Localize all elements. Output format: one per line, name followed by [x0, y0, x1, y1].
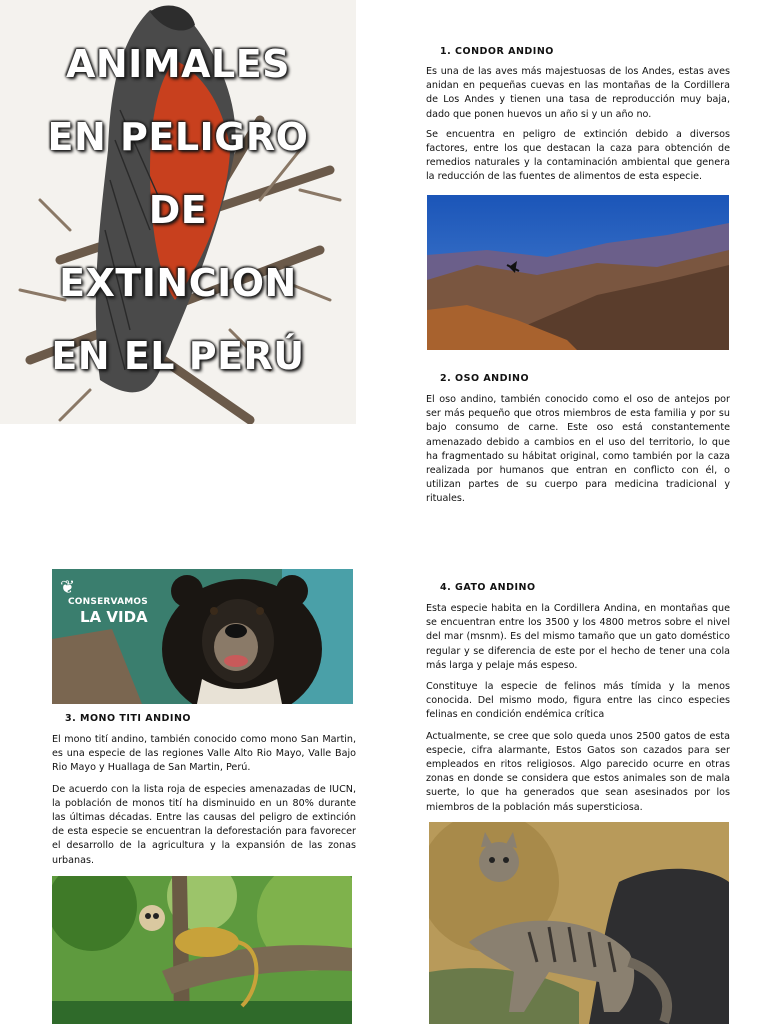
- section-title: 2. OSO ANDINO: [440, 373, 530, 384]
- section-title: 1. CONDOR ANDINO: [440, 46, 554, 57]
- cat-photo: [429, 822, 729, 1024]
- monkey-photo: [52, 876, 352, 1024]
- leaf-icon: ❦: [60, 577, 76, 598]
- condor-photo: [427, 195, 729, 350]
- cover-title-line: DE: [148, 188, 208, 232]
- section-title: 3. MONO TITI ANDINO: [65, 713, 191, 724]
- paragraph: Actualmente, se cree que solo queda unos 2500 gatos de esta especie, cifra alarmante, Estos Gatos son cazados para ser empleados en ritos religiosos. Algo parecido ocurre en otras zonas en donde se considera que estos animales son de mala suerte, lo que ha generados que sean asesinados por los miembros de la población más supersticiosa.: [426, 730, 730, 813]
- paragraph: Esta especie habita en la Cordillera Andina, en montañas que se encuentran entre los 3500 y los 4800 metros sobre el nivel del mar (msnm). Es del mismo tamaño que un gato doméstico regular y se diferencia de este por el hecho de tener una cola más larga y pelaje más espeso.: [426, 603, 730, 671]
- cover-title-line: EN PELIGRO: [47, 115, 309, 159]
- paragraph: Es una de las aves más majestuosas de los Andes, estas aves anidan en pequeñas cuevas en las montañas de la Cordillera de Los Andes y tienen una tasa de reproducción muy baja, dado que ponen huevos un año si y un año no.: [426, 66, 730, 120]
- cover-image: [0, 0, 356, 424]
- badge-top-text: CONSERVAMOS: [68, 597, 148, 607]
- cover-title: [0, 28, 356, 393]
- section-title: 4. GATO ANDINO: [440, 582, 536, 593]
- bear-photo: [52, 569, 353, 704]
- section-gato: [426, 582, 730, 815]
- cover-title-line: ANIMALES: [65, 42, 291, 86]
- paragraph: El oso andino, también conocido como el oso de antejos por ser más pequeño que otros miembros de esta familia y por su bajo consumo de carne. Este oso está constantemente amenazado debido a cambios en el uso del territorio, lo que ha fragmentado su hábitat original, como también por la caza realizada por humanos que entran en conflicto con él, o utilizan partes de su cuerpo para medicina tradicional y rituales.: [426, 394, 730, 505]
- cover-title-line: EN EL PERÚ: [51, 334, 305, 378]
- section-mono: [52, 713, 356, 868]
- paragraph: Constituye la especie de felinos más tímida y la menos conocida. Del mismo modo, figura entre las cinco especies felinas en condición endémica crítica: [426, 681, 730, 721]
- paragraph: Se encuentra en peligro de extinción debido a diversos factores, entre los que destacan la caza para obtención de remedios naturales y la contaminación ambiental que genera la reducción de las fuentes de alimentos de esta especie.: [426, 128, 730, 183]
- paragraph: De acuerdo con la lista roja de especies amenazadas de IUCN, la población de monos tití ha disminuido en un 80% durante las últimas décadas. Entre las causas del peligro de extinción de esta especie se encuentran la deforestación para favorecer el desarrollo de la agricultura y la expansión de las zonas urbanas.: [52, 783, 356, 866]
- section-oso: [426, 373, 730, 507]
- paragraph: El mono tití andino, también conocido como mono San Martin, es una especie de las regiones Valle Alto Rio Mayo, Valle Bajo Rio Mayo y Huallaga de San Martin, Perú.: [52, 734, 356, 774]
- badge-bottom-text: LA VIDA: [80, 608, 148, 626]
- cover-title-line: EXTINCION: [59, 261, 297, 305]
- section-condor: [426, 46, 730, 185]
